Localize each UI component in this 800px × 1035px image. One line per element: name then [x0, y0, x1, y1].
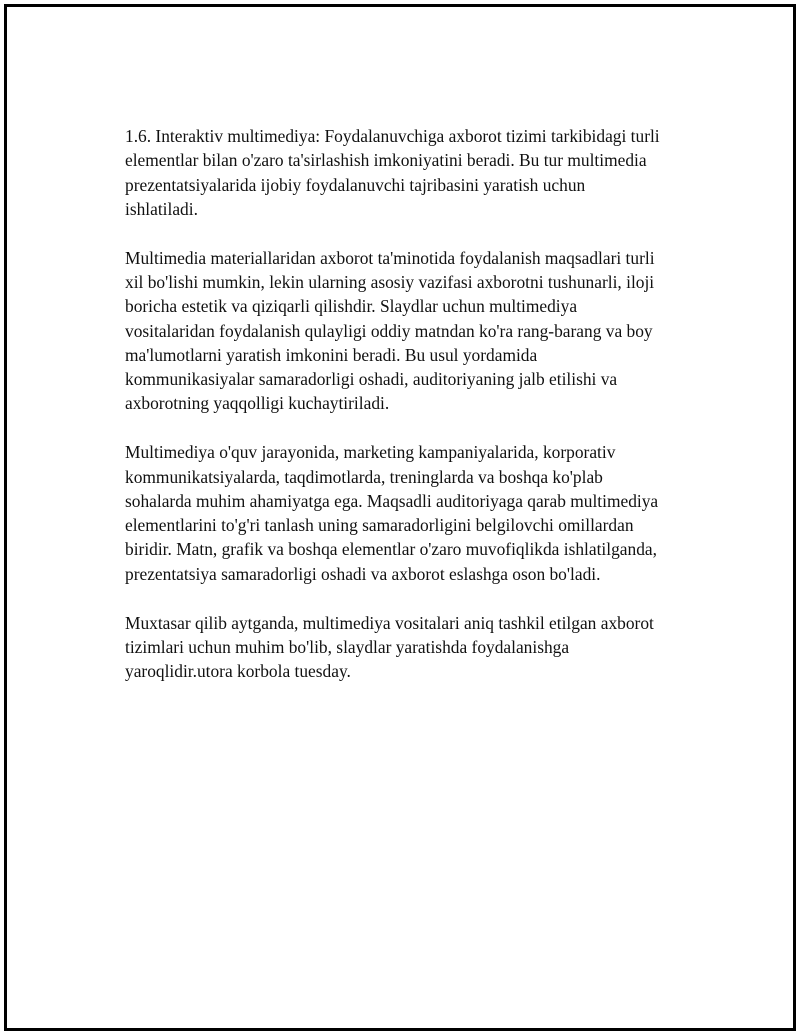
text-line: kommunikatsiyalarda, taqdimotlarda, treninglarda va boshqa ko'plab — [125, 466, 603, 487]
text-line: axborotning yaqqolligi kuchaytiriladi. — [125, 393, 390, 414]
page-frame — [4, 4, 796, 1031]
paragraph-summary — [125, 611, 725, 684]
text-line: 1.6. Interaktiv multimediya: Foydalanuvchiga axborot tizimi tarkibidagi turli — [125, 126, 660, 146]
text-line: boricha estetik va qiziqarli qilishdir. Slaydlar uchun multimediya — [125, 296, 578, 317]
text-line: elementlar bilan o'zaro ta'sirlashish imkoniyatini beradi. Bu tur multimedia — [125, 150, 647, 171]
paragraph-multimedia-materials — [125, 246, 725, 416]
document-body — [125, 124, 725, 708]
paragraph-multimedia-usage — [125, 440, 725, 586]
text-line: ishlatiladi. — [125, 198, 198, 219]
text-line: Multimediya o'quv jarayonida, marketing kampaniyalarida, korporativ — [125, 442, 616, 463]
text-line: prezentatsiyalarida ijobiy foydalanuvchi tajribasini yaratish uchun — [125, 174, 586, 195]
text-line: elementlarini to'g'ri tanlash uning samaradorligini belgilovchi omillardan — [125, 515, 634, 536]
text-line: xil bo'lishi mumkin, lekin ularning asosiy vazifasi axborotni tushunarli, iloji — [125, 271, 655, 292]
text-line: sohalarda muhim ahamiyatga ega. Maqsadli auditoriyaga qarab multimediya — [125, 490, 659, 511]
paragraph-interactive-multimedia — [125, 124, 725, 221]
text-line: vositalaridan foydalanish qulayligi oddiy matndan ko'ra rang-barang va boy — [125, 320, 653, 341]
text-line: ma'lumotlarni yaratish imkonini beradi. Bu usul yordamida — [125, 344, 538, 365]
text-line: biridir. Matn, grafik va boshqa elementlar o'zaro muvofiqlikda ishlatilganda, — [125, 539, 657, 560]
text-line: prezentatsiya samaradorligi oshadi va axborot eslashga oson bo'ladi. — [125, 563, 601, 584]
text-line: yaroqlidir.utora korbola tuesday. — [125, 661, 351, 682]
text-line: Muxtasar qilib aytganda, multimediya vositalari aniq tashkil etilgan axborot — [125, 612, 654, 633]
text-line: kommunikasiyalar samaradorligi oshadi, auditoriyaning jalb etilishi va — [125, 369, 618, 390]
text-line: tizimlari uchun muhim bo'lib, slaydlar yaratishda foydalanishga — [125, 636, 570, 657]
text-line: Multimedia materiallaridan axborot ta'minotida foydalanish maqsadlari turli — [125, 247, 655, 268]
